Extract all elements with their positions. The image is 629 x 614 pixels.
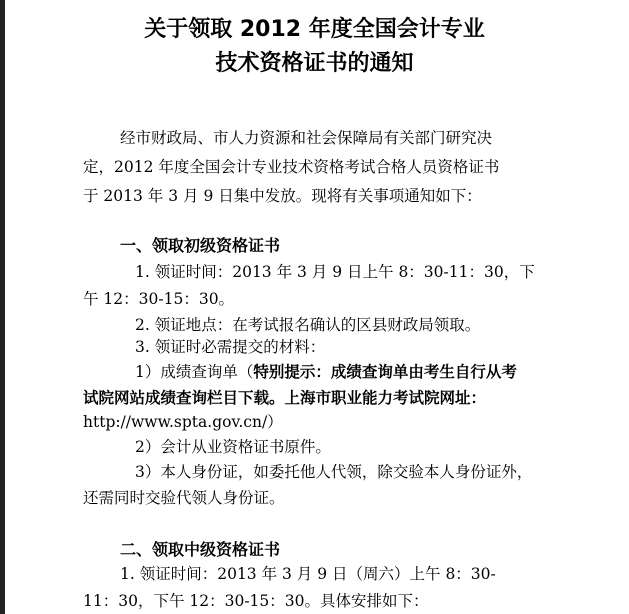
material-1-notice-b: 试院网站成绩查询栏目下载。上海市职业能力考试院网址： [83,388,487,407]
section-1-place: 2. 领证地点：在考试报名确认的区县财政局领取。 [135,316,481,334]
section-2-heading: 二、领取中级资格证书 [120,540,281,559]
notice-title-line-2-text: 技术资格证书的通知 [215,51,414,76]
section-1-heading: 一、领取初级资格证书 [120,236,281,255]
notice-title-line-2 [0,46,629,77]
material-2: 2）会计从业资格证书原件。 [135,438,331,456]
section-2-time-line-1: 1. 领证时间：2013 年 3 月 9 日（周六）上午 8：30- [120,565,496,583]
page-left-border [0,0,5,614]
material-1-notice-a: 特别提示：成绩查询单由考生自行从考 [253,362,517,381]
intro-line-2: 定，2012 年度全国会计专业技术资格考试合格人员资格证书 [83,158,500,176]
notice-title-line-1: 关于领取 2012 年度全国会计专业 [144,17,485,42]
section-1-materials-heading: 3. 领证时必需提交的材料： [135,338,326,356]
material-1-prefix: 1）成绩查询单（ [135,363,254,381]
section-1-time-line-1: 1. 领证时间：2013 年 3 月 9 日上午 8：30-11：30，下 [135,263,535,281]
section-2-time-line-2: 11：30，下午 12：30-15：30。具体安排如下： [83,592,429,610]
intro-line-3: 于 2013 年 3 月 9 日集中发放。现将有关事项通知如下： [83,187,482,205]
material-1-line-1 [135,360,517,382]
section-1-time-line-2: 午 12：30-15：30。 [83,290,235,308]
material-1-url: http://www.spta.gov.cn/） [83,413,283,431]
material-3-line-1: 3）本人身份证，如委托他人代领，除交验本人身份证外， [135,463,533,481]
intro-line-1: 经市财政局、市人力资源和社会保障局有关部门研究决 [120,129,493,147]
material-3-line-2: 还需同时交验代领人身份证。 [83,489,285,507]
